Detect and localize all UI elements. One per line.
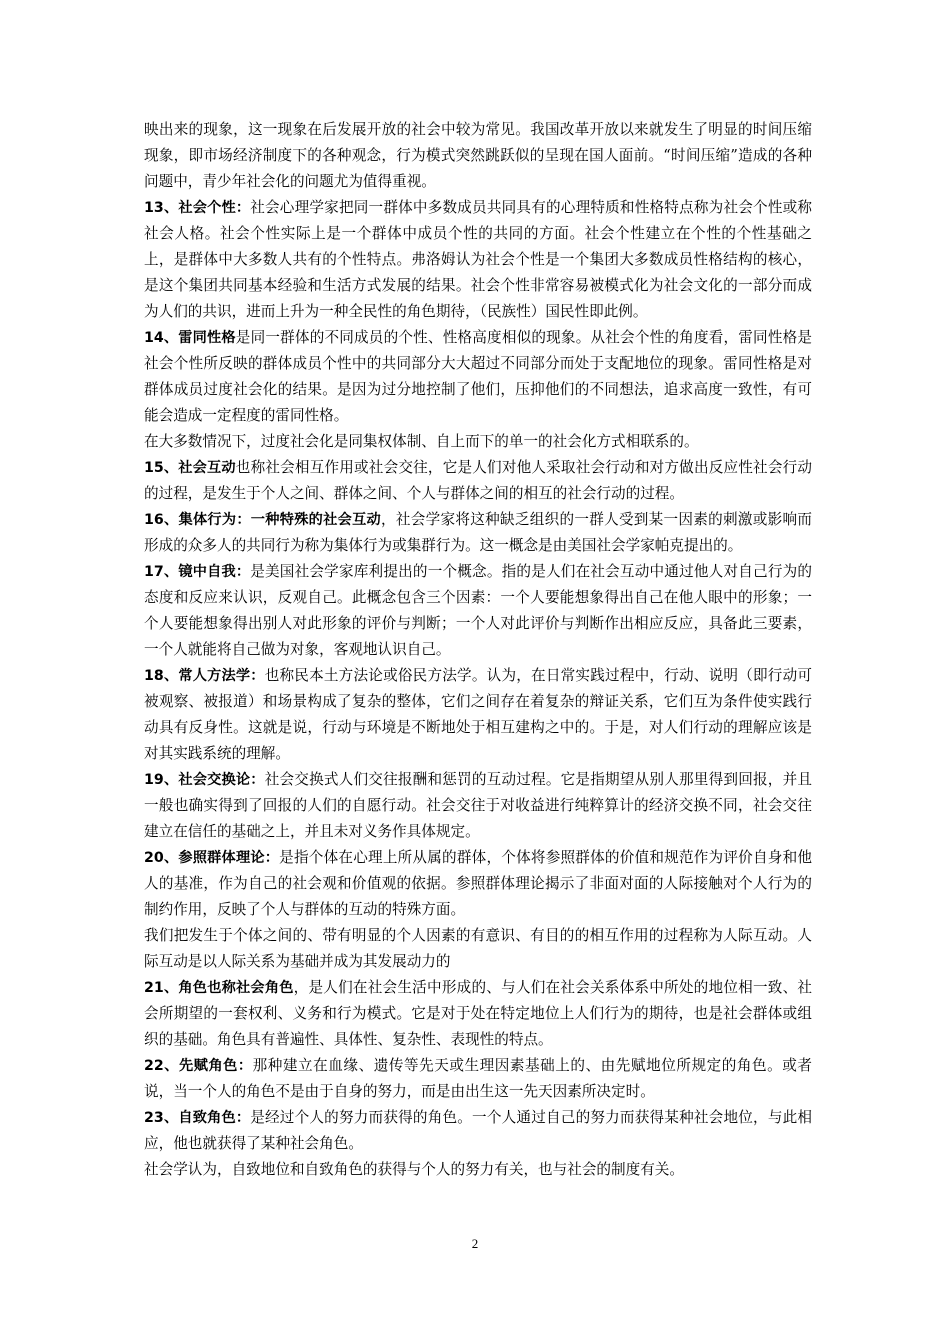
paragraph-text: 是同一群体的不同成员的个性、性格高度相似的现象。从社会个性的角度看，雷同性格是社会个性所反映的群体成员个性中的共同部分大大超过不同部分而处于支配地位的现象。雷同性格是对群体成员过度社会化的结果。是因为过分地控制了他们，压抑他们的不同想法，追求高度一致性，有可能会造成一定程度的雷同性格。 — [144, 329, 812, 424]
paragraph-text: 社会心理学家把同一群体中多数成员共同具有的心理特质和性格特点称为社会个性或称社会人格。社会个性实际上是一个群体中成员个性的共同的方面。社会个性建立在个性的个性基础之上，是群体中大多数人共有的个性特点。弗洛姆认为社会个性是一个集团大多数成员性格结构的核心，是这个集团共同基本经验和生活方式发展的结果。社会个性非常容易被模式化为社会文化的一部分而成为人们的共识，进而上升为一种全民性的角色期待，（民族性）国民性即此例。 — [144, 199, 812, 320]
paragraph-text: 也称社会相互作用或社会交往，它是人们对他人采取社会行动和对方做出反应性社会行动的过程，是发生于个人之间、群体之间、个人与群体之间的相互的社会行动的过程。 — [144, 459, 812, 502]
term-label: 23、自致角色： — [144, 1110, 251, 1126]
paragraph-text: 我们把发生于个体之间的、带有明显的个人因素的有意识、有目的的相互作用的过程称为人际互动。人际互动是以人际关系为基础并成为其发展动力的 — [144, 927, 812, 970]
paragraph-text: 映出来的现象，这一现象在后发展开放的社会中较为常见。我国改革开放以来就发生了明显的时间压缩现象，即市场经济制度下的各种观念，行为模式突然跳跃似的呈现在国人面前。“时间压缩”造成的各种问题中，青少年社会化的问题尤为值得重视。 — [144, 121, 812, 190]
paragraph-social-personality — [144, 195, 812, 325]
paragraph-ascribed-role — [144, 1053, 812, 1105]
term-label: 19、社会交换论： — [144, 772, 265, 788]
term-label: 17、镜中自我： — [144, 564, 251, 580]
paragraph-text: 那种建立在血缘、遗传等先天或生理因素基础上的、由先赋地位所规定的角色。或者说，当一个人的角色不是由于自身的努力，而是由出生这一先天因素所决定时。 — [144, 1057, 812, 1100]
paragraph-collective-behavior — [144, 507, 812, 559]
paragraph-text: 社会学认为，自致地位和自致角色的获得与个人的努力有关，也与社会的制度有关。 — [144, 1161, 684, 1178]
term-label: 21、角色也称社会角色 — [144, 980, 294, 996]
paragraph-reference-group — [144, 845, 812, 923]
term-label: 14、雷同性格 — [144, 330, 236, 346]
page-number: 2 — [471, 1236, 479, 1251]
paragraph-oversocialization-note — [144, 429, 812, 455]
paragraph-social-interaction — [144, 455, 812, 507]
term-label: 22、先赋角色： — [144, 1058, 253, 1074]
paragraph-text: 也称民本土方法论或俗民方法学。认为，在日常实践过程中，行动、说明（即行动可被观察、被报道）和场景构成了复杂的整体，它们之间存在着复杂的辩证关系，它们互为条件使实践行动具有反身性。这就是说，行动与环境是不断地处于相互建构之中的。于是，对人们行动的理解应该是对其实践系统的理解。 — [144, 667, 812, 762]
paragraph-ethnomethodology — [144, 663, 812, 767]
term-label: 16、集体行为：一种特殊的社会互动 — [144, 512, 381, 528]
paragraph-social-exchange — [144, 767, 812, 845]
paragraph-stereotyped-character — [144, 325, 812, 429]
paragraph-social-role — [144, 975, 812, 1053]
paragraph-text: 是经过个人的努力而获得的角色。一个人通过自己的努力而获得某种社会地位，与此相应，他也就获得了某种社会角色。 — [144, 1109, 812, 1152]
paragraph-text: ，是人们在社会生活中形成的、与人们在社会关系体系中所处的地位相一致、社会所期望的一套权利、义务和行为模式。它是对于处在特定地位上人们行为的期待，也是社会群体或组织的基础。角色具有普遍性、具体性、复杂性、表现性的特点。 — [144, 979, 812, 1048]
paragraph-text: 是美国社会学家库利提出的一个概念。指的是人们在社会互动中通过他人对自己行为的态度和反应来认识，反观自己。此概念包含三个因素：一个人要能想象得出自己在他人眼中的形象；一个人要能想象得出别人对此形象的评价与判断；一个人对此评价与判断作出相应反应，具备此三要素，一个人就能将自己做为对象，客观地认识自己。 — [144, 563, 812, 658]
term-label: 18、常人方法学： — [144, 668, 265, 684]
paragraph-achieved-role — [144, 1105, 812, 1157]
term-label: 13、社会个性： — [144, 200, 251, 216]
paragraph-text: ，社会学家将这种缺乏组织的一群人受到某一因素的刺激或影响而形成的众多人的共同行为称为集体行为或集群行为。这一概念是由美国社会学家帕克提出的。 — [144, 511, 812, 554]
paragraph-interpersonal-interaction — [144, 923, 812, 975]
paragraph-text: 社会交换式人们交往报酬和惩罚的互动过程。它是指期望从别人那里得到回报，并且一般也确实得到了回报的人们的自愿行动。社会交往于对收益进行纯粹算计的经济交换不同，社会交往建立在信任的基础之上，并且未对义务作具体规定。 — [144, 771, 812, 840]
paragraph-text: 是指个体在心理上所从属的群体，个体将参照群体的价值和规范作为评价自身和他人的基准，作为自己的社会观和价值观的依据。参照群体理论揭示了非面对面的人际接触对个人行为的制约作用，反映了个人与群体的互动的特殊方面。 — [144, 849, 812, 918]
paragraph-sociology-note — [144, 1157, 812, 1183]
term-label: 15、社会互动 — [144, 460, 236, 476]
paragraph-continuation — [144, 117, 812, 195]
term-label: 20、参照群体理论： — [144, 850, 280, 866]
paragraph-text: 在大多数情况下，过度社会化是同集权体制、自上而下的单一的社会化方式相联系的。 — [144, 433, 699, 450]
page-content — [144, 117, 812, 1183]
paragraph-looking-glass-self — [144, 559, 812, 663]
